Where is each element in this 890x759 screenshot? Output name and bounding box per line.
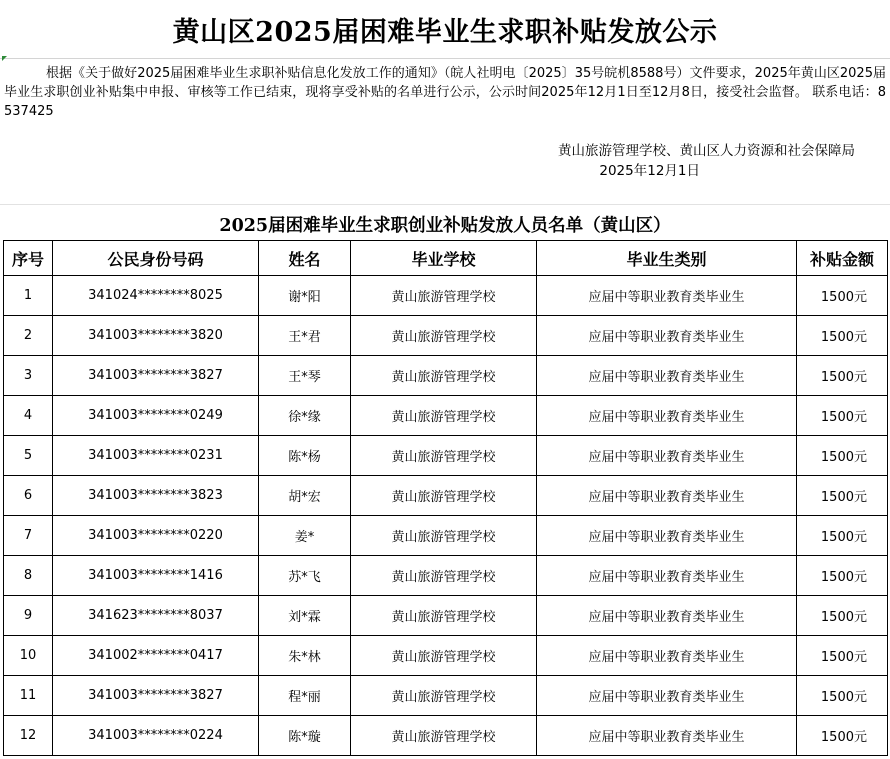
- cell-seq: 2: [4, 316, 53, 356]
- cell-category: 应届中等职业教育类毕业生: [537, 596, 797, 636]
- cell-school: 黄山旅游管理学校: [351, 596, 537, 636]
- table-row: [4, 516, 888, 556]
- table-row: [4, 476, 888, 516]
- cell-school: 黄山旅游管理学校: [351, 476, 537, 516]
- cell-amount: 1500元: [797, 636, 888, 676]
- header-category: 毕业生类别: [537, 241, 797, 276]
- title-divider: [0, 58, 890, 59]
- cell-seq: 11: [4, 676, 53, 716]
- cell-id-number: 341623********8037: [53, 596, 259, 636]
- table-row: [4, 436, 888, 476]
- cell-category: 应届中等职业教育类毕业生: [537, 436, 797, 476]
- cell-name: 苏*飞: [259, 556, 351, 596]
- table-row: [4, 396, 888, 436]
- cell-amount: 1500元: [797, 596, 888, 636]
- section-divider: [0, 204, 890, 205]
- cell-id-number: 341003********0224: [53, 716, 259, 756]
- cell-seq: 8: [4, 556, 53, 596]
- header-school: 毕业学校: [351, 241, 537, 276]
- cell-amount: 1500元: [797, 356, 888, 396]
- cell-amount: 1500元: [797, 556, 888, 596]
- cell-name: 王*君: [259, 316, 351, 356]
- table-row: [4, 556, 888, 596]
- header-seq: 序号: [4, 241, 53, 276]
- cell-school: 黄山旅游管理学校: [351, 436, 537, 476]
- cell-name: 王*琴: [259, 356, 351, 396]
- cell-school: 黄山旅游管理学校: [351, 556, 537, 596]
- cell-category: 应届中等职业教育类毕业生: [537, 316, 797, 356]
- cell-seq: 10: [4, 636, 53, 676]
- cell-amount: 1500元: [797, 676, 888, 716]
- cell-amount: 1500元: [797, 476, 888, 516]
- cell-id-number: 341003********3827: [53, 676, 259, 716]
- cell-amount: 1500元: [797, 396, 888, 436]
- cell-seq: 12: [4, 716, 53, 756]
- cell-category: 应届中等职业教育类毕业生: [537, 556, 797, 596]
- cell-amount: 1500元: [797, 716, 888, 756]
- table-row: [4, 356, 888, 396]
- table-body: [4, 276, 888, 756]
- table-row: [4, 716, 888, 756]
- header-amount: 补贴金额: [797, 241, 888, 276]
- cell-corner-marker: [2, 56, 7, 61]
- cell-amount: 1500元: [797, 316, 888, 356]
- cell-name: 陈*杨: [259, 436, 351, 476]
- issuer: 黄山旅游管理学校、黄山区人力资源和社会保障局: [558, 143, 855, 159]
- cell-category: 应届中等职业教育类毕业生: [537, 716, 797, 756]
- cell-category: 应届中等职业教育类毕业生: [537, 276, 797, 316]
- cell-seq: 9: [4, 596, 53, 636]
- cell-id-number: 341024********8025: [53, 276, 259, 316]
- cell-id-number: 341003********3827: [53, 356, 259, 396]
- cell-category: 应届中等职业教育类毕业生: [537, 476, 797, 516]
- cell-school: 黄山旅游管理学校: [351, 396, 537, 436]
- cell-seq: 1: [4, 276, 53, 316]
- table-row: [4, 276, 888, 316]
- cell-seq: 6: [4, 476, 53, 516]
- issue-date: 2025年12月1日: [599, 163, 700, 179]
- cell-id-number: 341002********0417: [53, 636, 259, 676]
- cell-seq: 3: [4, 356, 53, 396]
- cell-name: 陈*璇: [259, 716, 351, 756]
- notice-body: 根据《关于做好2025届困难毕业生求职补贴信息化发放工作的通知》（皖人社明电〔2025〕35号皖机8588号）文件要求，2025年黄山区2025届毕业生求职创业补贴集中申报、审核等工作已结束，现将享受补贴的名单进行公示，公示时间2025年12月1日至12月8日，接受社会监督。 联系电话：8537425: [4, 66, 886, 119]
- cell-id-number: 341003********0220: [53, 516, 259, 556]
- cell-id-number: 341003********0231: [53, 436, 259, 476]
- table-row: [4, 596, 888, 636]
- table-row: [4, 636, 888, 676]
- cell-school: 黄山旅游管理学校: [351, 276, 537, 316]
- list-title: 2025届困难毕业生求职创业补贴发放人员名单（黄山区）: [219, 215, 671, 236]
- cell-category: 应届中等职业教育类毕业生: [537, 356, 797, 396]
- cell-name: 刘*霖: [259, 596, 351, 636]
- cell-category: 应届中等职业教育类毕业生: [537, 516, 797, 556]
- page-title: 黄山区2025届困难毕业生求职补贴发放公示: [172, 16, 718, 48]
- cell-amount: 1500元: [797, 516, 888, 556]
- cell-name: 程*丽: [259, 676, 351, 716]
- cell-school: 黄山旅游管理学校: [351, 356, 537, 396]
- cell-school: 黄山旅游管理学校: [351, 676, 537, 716]
- cell-id-number: 341003********3823: [53, 476, 259, 516]
- header-id-number: 公民身份号码: [53, 241, 259, 276]
- cell-name: 谢*阳: [259, 276, 351, 316]
- cell-school: 黄山旅游管理学校: [351, 516, 537, 556]
- cell-seq: 7: [4, 516, 53, 556]
- cell-amount: 1500元: [797, 436, 888, 476]
- cell-category: 应届中等职业教育类毕业生: [537, 396, 797, 436]
- table-row: [4, 676, 888, 716]
- cell-category: 应届中等职业教育类毕业生: [537, 636, 797, 676]
- cell-seq: 4: [4, 396, 53, 436]
- cell-school: 黄山旅游管理学校: [351, 316, 537, 356]
- cell-name: 胡*宏: [259, 476, 351, 516]
- recipient-table: [3, 240, 888, 756]
- cell-name: 徐*缘: [259, 396, 351, 436]
- header-name: 姓名: [259, 241, 351, 276]
- cell-id-number: 341003********0249: [53, 396, 259, 436]
- cell-school: 黄山旅游管理学校: [351, 716, 537, 756]
- cell-amount: 1500元: [797, 276, 888, 316]
- cell-name: 朱*林: [259, 636, 351, 676]
- cell-name: 姜*: [259, 516, 351, 556]
- cell-school: 黄山旅游管理学校: [351, 636, 537, 676]
- cell-category: 应届中等职业教育类毕业生: [537, 676, 797, 716]
- table-header-row: [4, 241, 888, 276]
- cell-id-number: 341003********1416: [53, 556, 259, 596]
- table-row: [4, 316, 888, 356]
- cell-seq: 5: [4, 436, 53, 476]
- cell-id-number: 341003********3820: [53, 316, 259, 356]
